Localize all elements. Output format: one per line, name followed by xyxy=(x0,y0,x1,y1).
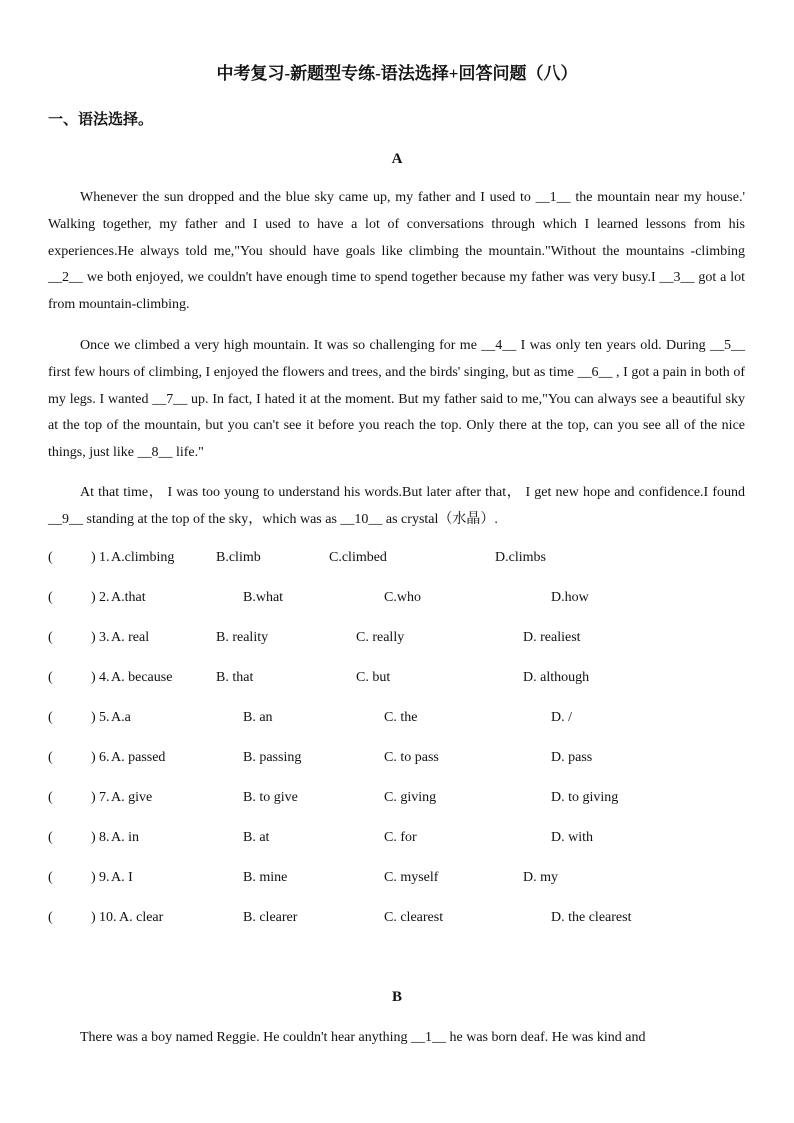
option-a: A. in xyxy=(111,830,139,845)
option-b: B. to give xyxy=(243,790,298,805)
option-b: B. an xyxy=(243,710,273,725)
question-number: 4. xyxy=(99,670,110,685)
question-number: 7. xyxy=(99,790,110,805)
option-d: D. / xyxy=(551,710,572,725)
option-a: A.that xyxy=(111,590,146,605)
answer-paren-open[interactable]: ( xyxy=(48,630,53,645)
answer-paren-open[interactable]: ( xyxy=(48,830,53,845)
option-d: D. the clearest xyxy=(551,910,632,925)
option-d: D. although xyxy=(523,670,590,685)
answer-paren-close: ) xyxy=(91,670,96,685)
question-number: 8. xyxy=(99,830,110,845)
option-b: B. mine xyxy=(243,870,288,885)
option-a: A. passed xyxy=(111,750,166,765)
option-c: C. the xyxy=(384,710,418,725)
question-number: 5. xyxy=(99,710,110,725)
option-a: A.climbing xyxy=(111,550,175,565)
option-b: B. at xyxy=(243,830,270,845)
answer-paren-open[interactable]: ( xyxy=(48,710,53,725)
answer-paren-open[interactable]: ( xyxy=(48,910,53,925)
answer-paren-open[interactable]: ( xyxy=(48,670,53,685)
option-b: B.climb xyxy=(216,550,261,565)
option-a: A.a xyxy=(111,710,131,725)
option-a: A. clear xyxy=(119,910,164,925)
option-c: C. but xyxy=(356,670,391,685)
question-number: 1. xyxy=(99,550,110,565)
option-d: D. to giving xyxy=(551,790,619,805)
option-c: C. myself xyxy=(384,870,439,885)
question-number: 3. xyxy=(99,630,110,645)
answer-paren-close: ) xyxy=(91,710,96,725)
answer-paren-close: ) xyxy=(91,910,96,925)
section-heading: 一、语法选择。 xyxy=(48,112,154,128)
answer-paren-close: ) xyxy=(91,870,96,885)
option-a: A. I xyxy=(111,870,133,885)
page-title: 中考复习-新题型专练-语法选择+回答问题（八） xyxy=(216,64,578,83)
answer-paren-close: ) xyxy=(91,790,96,805)
passage-a-paragraph-3: At that time， I was too young to understand his words.But later after that， I get new hope and confidence.I found __9__ standing at the top of the sky，which was as __10__ as crystal（水晶）. xyxy=(48,485,745,527)
option-d: D.climbs xyxy=(495,550,546,565)
answer-paren-open[interactable]: ( xyxy=(48,550,53,565)
question-row xyxy=(48,830,748,850)
option-c: C. for xyxy=(384,830,417,845)
option-c: C. to pass xyxy=(384,750,439,765)
option-b: B. that xyxy=(216,670,254,685)
option-c: C.climbed xyxy=(329,550,387,565)
option-d: D. my xyxy=(523,870,558,885)
option-b: B. passing xyxy=(243,750,302,765)
passage-a-label: A xyxy=(391,151,403,167)
question-number: 2. xyxy=(99,590,110,605)
option-d: D. with xyxy=(551,830,593,845)
option-a: A. because xyxy=(111,670,173,685)
question-row xyxy=(48,710,748,730)
answer-paren-open[interactable]: ( xyxy=(48,750,53,765)
question-row xyxy=(48,750,748,770)
option-d: D.how xyxy=(551,590,589,605)
question-row xyxy=(48,670,748,690)
question-row xyxy=(48,910,748,930)
answer-paren-close: ) xyxy=(91,750,96,765)
answer-paren-open[interactable]: ( xyxy=(48,790,53,805)
question-row xyxy=(48,870,748,890)
question-row xyxy=(48,630,748,650)
answer-paren-close: ) xyxy=(91,590,96,605)
answer-paren-open[interactable]: ( xyxy=(48,870,53,885)
option-c: C.who xyxy=(384,590,421,605)
option-b: B. reality xyxy=(216,630,269,645)
option-b: B. clearer xyxy=(243,910,298,925)
option-a: A. real xyxy=(111,630,150,645)
option-c: C. clearest xyxy=(384,910,444,925)
answer-paren-open[interactable]: ( xyxy=(48,590,53,605)
answer-paren-close: ) xyxy=(91,550,96,565)
option-d: D. realiest xyxy=(523,630,581,645)
question-row xyxy=(48,550,748,570)
passage-b-label: B xyxy=(391,989,402,1005)
question-number: 9. xyxy=(99,870,110,885)
option-a: A. give xyxy=(111,790,153,805)
passage-a-paragraph-1: Whenever the sun dropped and the blue sky came up, my father and I used to __1__ the mountain near my house.' Walking together, my father and I used to have a lot of conversations through which I learned lessons from his experiences.He always told me,"You should have goals like climbing the mountain."Without the mountains -climbing __2__ we both enjoyed, we couldn't have enough time to spend together because my father was very busy.I __3__ got a lot from mountain-climbing. xyxy=(48,190,745,313)
passage-b-paragraph-1: There was a boy named Reggie. He couldn't hear anything __1__ he was born deaf. He was kind and xyxy=(80,1030,646,1045)
passage-a-paragraph-2: Once we climbed a very high mountain. It was so challenging for me __4__ I was only ten years old. During __5__ first few hours of climbing, I enjoyed the flowers and trees, and the birds' singing, but as time __6__ , I got a pain in both of my legs. I wanted __7__ up. In fact, I hated it at the moment. But my father said to me,"You can always see a beautiful sky at the top of the mountain, but you can't see it before you reach the top. Only there at the top, can you see all of the nice things, just like __8__ life." xyxy=(48,338,745,461)
answer-paren-close: ) xyxy=(91,630,96,645)
question-row xyxy=(48,590,748,610)
question-row xyxy=(48,790,748,810)
option-b: B.what xyxy=(243,590,284,605)
question-number: 6. xyxy=(99,750,110,765)
option-d: D. pass xyxy=(551,750,593,765)
answer-paren-close: ) xyxy=(91,830,96,845)
option-c: C. really xyxy=(356,630,405,645)
question-number: 10. xyxy=(99,910,117,925)
option-c: C. giving xyxy=(384,790,437,805)
